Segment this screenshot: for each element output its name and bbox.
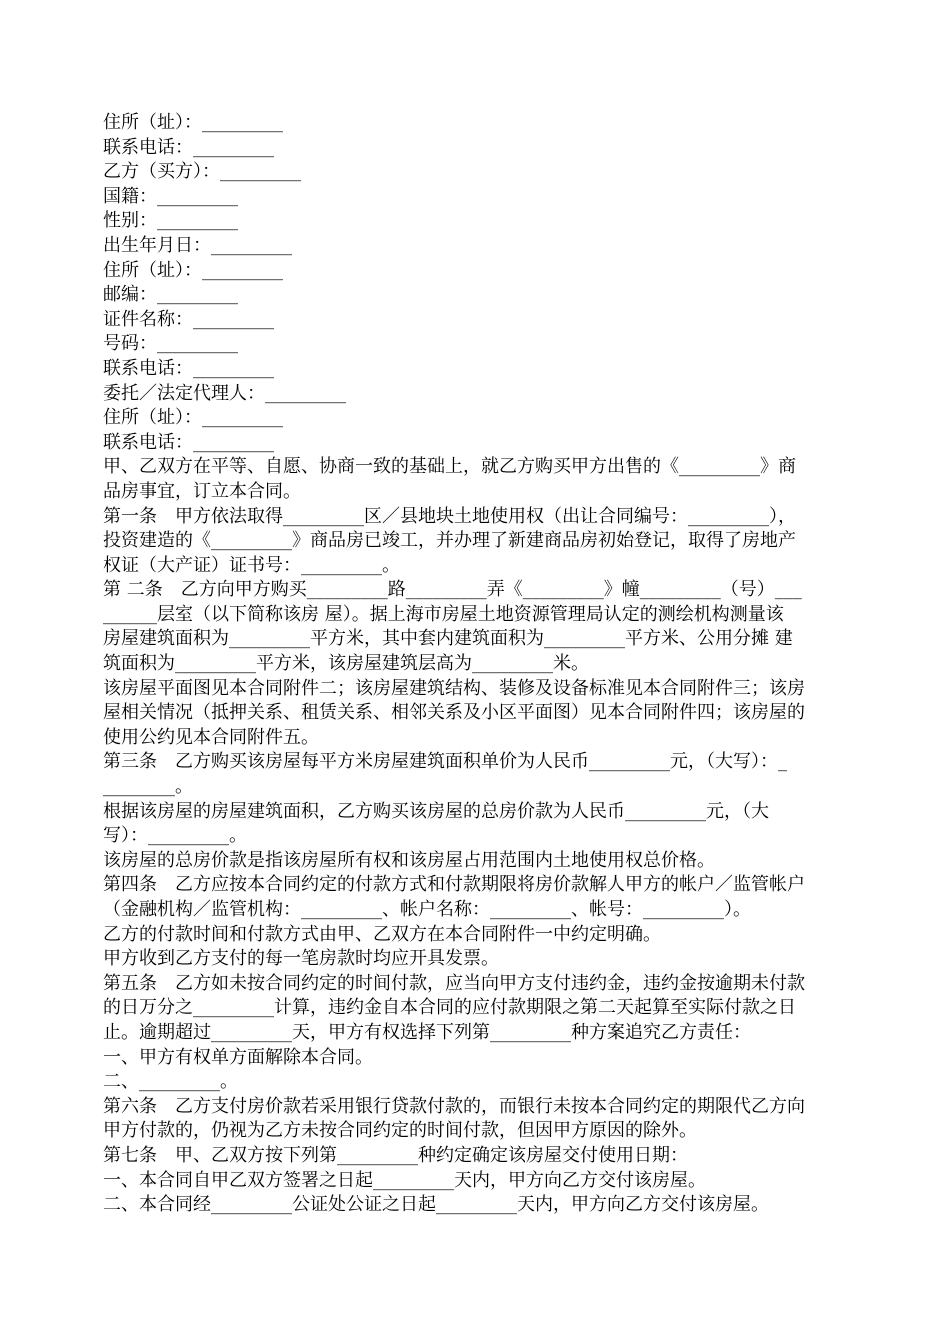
text-line: 甲、乙双方在平等、自愿、协商一致的基础上，就乙方购买甲方出售的《_________》商	[103, 456, 796, 478]
text-line: 甲方付款的，仍视为乙方未按合同约定的时间付款，但因甲方原因的除外。	[103, 1120, 697, 1142]
text-line: 房屋建筑面积为_________平方米，其中套内建筑面积为_________平方米、公用分摊 建	[103, 628, 793, 650]
text-line: 第三条 乙方购买该房屋每平方米房屋建筑面积单价为人民币_________元，（大写）：_	[103, 751, 787, 773]
text-line: 第四条 乙方应按本合同约定的付款方式和付款期限将房价款解人甲方的帐户／监管帐户	[103, 874, 805, 896]
text-line: 住所（址）：_________	[103, 259, 283, 281]
text-line: 权证（大产证）证书号：_________。	[103, 554, 400, 576]
text-line: 乙方（买方）：_________	[103, 161, 301, 183]
text-line: 一、甲方有权单方面解除本合同。	[103, 1046, 373, 1068]
text-line: 一、本合同自甲乙双方签署之日起_________天内，甲方向乙方交付该房屋。	[103, 1169, 706, 1191]
text-line: 的日万分之_________计算，违约金自本合同的应付款期限之第二天起算至实际付款之日	[103, 997, 796, 1019]
text-line: 性别：_________	[103, 210, 238, 232]
text-line: 联系电话：_________	[103, 431, 274, 453]
text-line: ________。	[103, 776, 193, 798]
text-line: 二、本合同经_________公证处公证之日起_________天内，甲方向乙方交付该房屋。	[103, 1194, 769, 1216]
text-line: 出生年月日：_________	[103, 234, 292, 256]
text-line: 品房事宜，订立本合同。	[103, 480, 301, 502]
text-line: 止。逾期超过_________天，甲方有权选择下列第_________种方案追究乙方责任：	[103, 1021, 751, 1043]
text-line: 二、_________。	[103, 1071, 238, 1093]
text-line: 联系电话：_________	[103, 357, 274, 379]
contract-page	[103, 111, 848, 1218]
text-line: 屋相关情况（抵押关系、租赁关系、相邻关系及小区平面图）见本合同附件四；该房屋的	[103, 702, 805, 724]
text-line: 国籍：_________	[103, 185, 238, 207]
text-line: 证件名称：_________	[103, 308, 274, 330]
text-line: 第七条 甲、乙双方按下列第_________种约定确定该房屋交付使用日期：	[103, 1144, 688, 1166]
text-line: 邮编：_________	[103, 284, 238, 306]
text-line: 联系电话：_________	[103, 136, 274, 158]
text-line: 该房屋的总房价款是指该房屋所有权和该房屋占用范围内土地使用权总价格。	[103, 849, 715, 871]
text-line: 写）：_________。	[103, 825, 247, 847]
text-line: 号码：_________	[103, 333, 238, 355]
text-line: 使用公约见本合同附件五。	[103, 726, 319, 748]
text-line: 乙方的付款时间和付款方式由甲、乙双方在本合同附件一中约定明确。	[103, 923, 661, 945]
text-line: 该房屋平面图见本合同附件二；该房屋建筑结构、装修及设备标准见本合同附件三；该房	[103, 677, 805, 699]
text-line: 委托／法定代理人：_________	[103, 382, 346, 404]
text-line: 根据该房屋的房屋建筑面积，乙方购买该房屋的总房价款为人民币_________元，（大	[103, 800, 769, 822]
text-line: 甲方收到乙方支付的每一笔房款时均应开具发票。	[103, 948, 499, 970]
text-line: 筑面积为_________平方米，该房屋建筑层高为_________米。	[103, 653, 589, 675]
text-line: 第 二条 乙方向甲方购买_________路_________弄《_________》幢_________（号）___	[103, 579, 802, 601]
text-line: 第五条 乙方如未按合同约定的时间付款，应当向甲方支付违约金，违约金按逾期未付款	[103, 972, 805, 994]
text-line: 住所（址）：_________	[103, 112, 283, 133]
text-line: ______层室（以下简称该房 屋）。据上海市房屋土地资源管理局认定的测绘机构测量该	[103, 603, 784, 625]
text-line: 第六条 乙方支付房价款若采用银行贷款付款的，而银行未按本合同约定的期限代乙方向	[103, 1095, 805, 1117]
text-line: 投资建造的《_________》商品房已竣工，并办理了新建商品房初始登记，取得了房地产	[103, 530, 796, 552]
text-line: （金融机构／监管机构：_________、帐户名称：_________、帐号：_________）。	[103, 899, 751, 920]
text-line: 住所（址）：_________	[103, 407, 283, 429]
text-line: 第一条 甲方依法取得_________区／县地块土地使用权（出让合同编号：_________），	[103, 505, 796, 527]
